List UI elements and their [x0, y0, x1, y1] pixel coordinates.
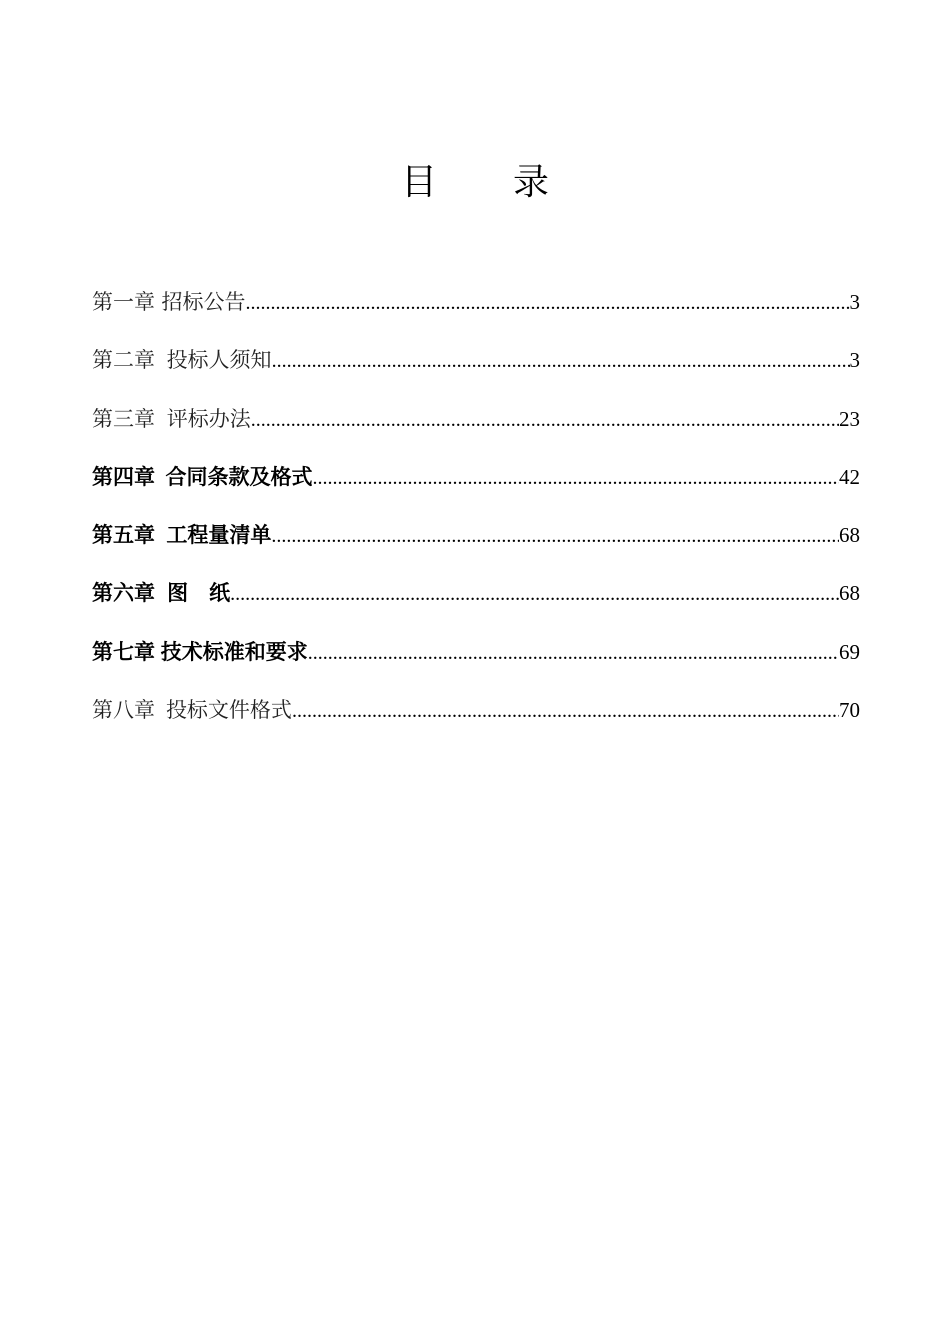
toc-list: [92, 282, 860, 748]
toc-chapter-name: 招标公告: [161, 290, 246, 314]
toc-leader: [313, 458, 839, 498]
toc-title-char-2: 录: [513, 162, 550, 203]
toc-entry-1[interactable]: [92, 282, 860, 340]
toc-chapter-number: 第八章: [92, 698, 155, 723]
toc-leader: [230, 574, 839, 614]
toc-entry-8[interactable]: [92, 690, 860, 748]
toc-chapter-name: 合同条款及格式: [165, 464, 313, 489]
toc-chapter-name: 工程量清单: [166, 523, 272, 548]
toc-page-number: 68: [839, 523, 860, 548]
toc-entry-5[interactable]: [92, 515, 860, 573]
toc-chapter-number: 第一章: [92, 290, 155, 314]
toc-leader: [272, 341, 850, 381]
toc-chapter-name: 技术标准和要求: [160, 639, 308, 664]
toc-title: [0, 158, 950, 208]
toc-chapter-name: 图 纸: [167, 581, 231, 606]
toc-chapter-number: 第七章: [92, 639, 155, 664]
toc-chapter-number: 第五章: [92, 523, 155, 548]
toc-entry-4[interactable]: [92, 457, 860, 515]
toc-chapter-name: 投标文件格式: [165, 698, 292, 723]
toc-chapter-number: 第四章: [92, 464, 155, 489]
toc-entry-7[interactable]: [92, 632, 860, 690]
toc-chapter-number: 第三章: [92, 406, 155, 431]
toc-chapter-number: 第二章: [92, 348, 155, 373]
toc-leader: [251, 400, 839, 440]
toc-page-number: 23: [839, 406, 860, 431]
toc-page-number: 3: [849, 290, 860, 314]
toc-leader: [246, 283, 850, 323]
toc-chapter-number: 第六章: [92, 581, 155, 606]
toc-leader: [271, 516, 839, 556]
toc-title-char-1: 目: [400, 162, 437, 203]
toc-chapter-name: 投标人须知: [166, 348, 272, 373]
toc-page-number: 69: [839, 639, 860, 664]
toc-chapter-name: 评标办法: [166, 406, 251, 431]
toc-entry-3[interactable]: [92, 399, 860, 457]
toc-page-number: 42: [839, 464, 860, 489]
toc-page-number: 3: [849, 348, 860, 373]
toc-page-number: 70: [839, 698, 860, 723]
toc-entry-2[interactable]: [92, 340, 860, 398]
toc-page-number: 68: [839, 581, 860, 606]
toc-leader: [292, 691, 839, 731]
toc-leader: [308, 633, 839, 673]
toc-entry-6[interactable]: [92, 573, 860, 631]
